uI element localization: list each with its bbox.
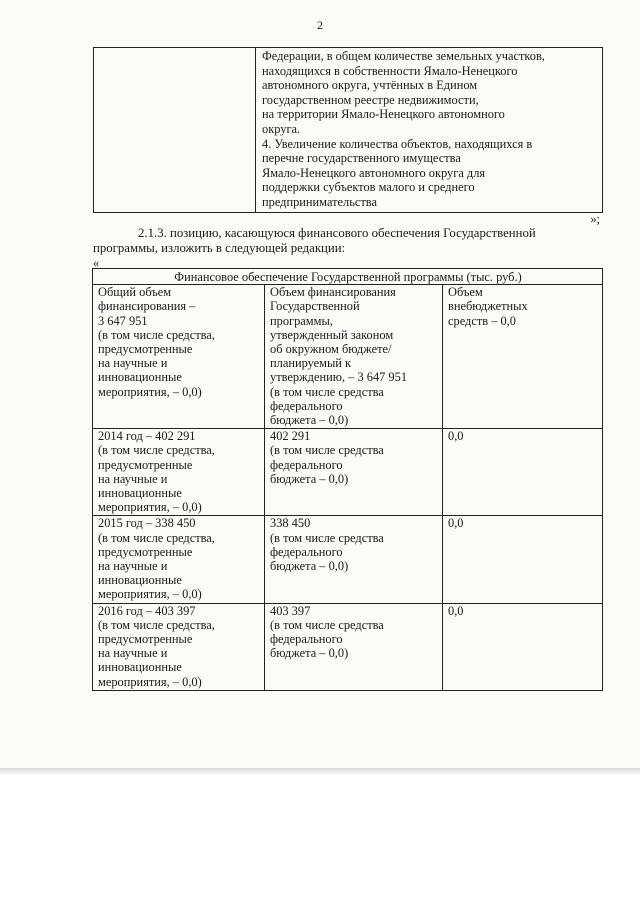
text-line: государственном реестре недвижимости, [262, 92, 479, 107]
year-program-cell [265, 603, 443, 690]
cell-line: на научные и [98, 471, 168, 486]
table-row [93, 603, 603, 690]
cell-line: (в том числе средства [270, 530, 384, 545]
year-extrabudget-cell [443, 516, 603, 603]
cell-line: 402 291 [270, 429, 311, 444]
year-total-cell [93, 516, 265, 603]
year-program-cell [265, 429, 443, 516]
header-extrabudget-cell [443, 285, 603, 429]
cell-line: инновационные [98, 486, 182, 501]
continued-table [93, 47, 603, 213]
text-line: поддержки субъектов малого и среднего [262, 180, 475, 195]
cell-line: предусмотренные [98, 342, 193, 357]
cell-line: предусмотренные [98, 544, 193, 559]
cell-line: (в том числе средства, [98, 443, 215, 458]
cell-line: 0,0 [448, 603, 464, 618]
cell-line: 338 450 [270, 516, 311, 531]
text-line: на территории Ямало-Ненецкого автономного [262, 107, 505, 122]
opening-quote-mark: « [93, 256, 100, 270]
cell-line: бюджета – 0,0) [270, 413, 349, 428]
cell-line: Государственной [270, 299, 360, 314]
cell-line: на научные и [98, 646, 168, 661]
year-total-cell [93, 429, 265, 516]
cell-line: предусмотренные [98, 457, 193, 472]
cell-line: бюджета – 0,0) [270, 646, 349, 661]
cell-line: мероприятия, – 0,0) [98, 587, 202, 602]
table-row [93, 516, 603, 603]
cell-line: мероприятия, – 0,0) [98, 384, 202, 399]
cell-line: Объем финансирования [270, 285, 396, 300]
year-program-cell [265, 516, 443, 603]
cell-line: 2015 год – 338 450 [98, 516, 196, 531]
year-total-cell [93, 603, 265, 690]
cell-line: 3 647 951 [98, 313, 148, 328]
year-extrabudget-cell [443, 603, 603, 690]
text-line: Федерации, в общем количестве земельных участков, [262, 49, 545, 63]
cell-line: федерального [270, 544, 343, 559]
cell-line: (в том числе средства [270, 384, 384, 399]
cell-line: 403 397 [270, 603, 311, 618]
text-line: 4. Увеличение количества объектов, находящихся в [262, 136, 533, 151]
continued-table-right-cell [256, 48, 603, 213]
header-program-cell [265, 285, 443, 429]
financing-table [92, 268, 603, 691]
cell-line: внебюджетных [448, 299, 528, 314]
cell-line: планируемый к [270, 356, 352, 371]
table-row [93, 429, 603, 516]
year-extrabudget-cell [443, 429, 603, 516]
cell-line: федерального [270, 457, 343, 472]
text-line: округа. [262, 121, 301, 136]
paragraph-line: программы, изложить в следующей редакции: [93, 241, 346, 255]
cell-line: 0,0 [448, 429, 464, 444]
text-line: находящихся в собственности Ямало-Ненецкого [262, 63, 518, 78]
cell-line: предусмотренные [98, 632, 193, 647]
cell-line: средств – 0,0 [448, 313, 516, 328]
text-line: перечне государственного имущества [262, 151, 461, 166]
cell-line: на научные и [98, 356, 168, 371]
cell-line: Объем [448, 285, 483, 300]
cell-line: бюджета – 0,0) [270, 471, 349, 486]
financing-table-title: Финансовое обеспечение Государственной программы (тыс. руб.) [93, 269, 603, 285]
page-edge-shadow [0, 768, 640, 776]
cell-line: мероприятия, – 0,0) [98, 674, 202, 689]
amendment-paragraph [93, 226, 599, 256]
paragraph-line: 2.1.3. позицию, касающуюся финансового обеспечения Государственной [138, 226, 536, 240]
cell-line: 2016 год – 403 397 [98, 603, 196, 618]
cell-line: финансирования – [98, 299, 196, 314]
cell-line: 2014 год – 402 291 [98, 429, 196, 444]
continued-table-left-cell [94, 48, 256, 213]
cell-line: 0,0 [448, 516, 464, 531]
cell-line: федерального [270, 398, 343, 413]
cell-line: мероприятия, – 0,0) [98, 500, 202, 515]
cell-line: (в том числе средства [270, 617, 384, 632]
cell-line: инновационные [98, 370, 182, 385]
cell-line: бюджета – 0,0) [270, 559, 349, 574]
text-line: предпринимательства [262, 194, 377, 209]
cell-line: инновационные [98, 660, 182, 675]
cell-line: на научные и [98, 559, 168, 574]
text-line: Ямало-Ненецкого автономного округа для [262, 165, 486, 180]
cell-line: (в том числе средства [270, 443, 384, 458]
cell-line: федерального [270, 632, 343, 647]
cell-line: (в том числе средства, [98, 327, 215, 342]
cell-line: инновационные [98, 573, 182, 588]
financing-table-header-row [93, 285, 603, 429]
cell-line: об окружном бюджете/ [270, 342, 392, 357]
text-line: автономного округа, учтённых в Едином [262, 78, 478, 93]
cell-line: (в том числе средства, [98, 530, 215, 545]
cell-line: утвержденный законом [270, 327, 394, 342]
cell-line: программы, [270, 313, 333, 328]
cell-line: утверждению, – 3 647 951 [270, 370, 408, 385]
cell-line: Общий объем [98, 285, 172, 300]
cell-line: (в том числе средства, [98, 617, 215, 632]
page-number: 2 [317, 18, 323, 32]
closing-quote-mark: »; [590, 212, 600, 226]
header-total-cell [93, 285, 265, 429]
